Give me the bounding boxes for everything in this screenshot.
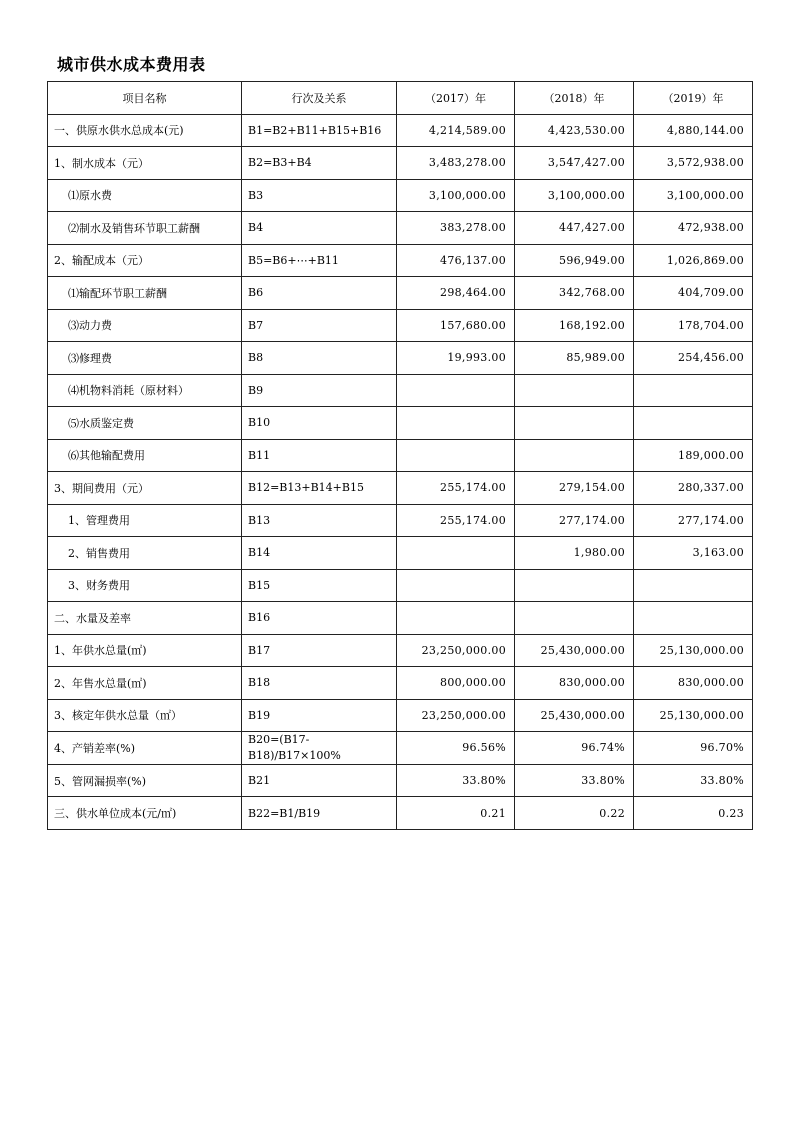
- value-2019: 4,880,144.00: [634, 114, 753, 147]
- line-code: B6: [242, 277, 397, 310]
- value-2018: 96.74%: [515, 732, 634, 765]
- line-code: B9: [242, 374, 397, 407]
- value-2018: [515, 569, 634, 602]
- value-2019: 280,337.00: [634, 472, 753, 505]
- value-2019: [634, 569, 753, 602]
- value-2019: 277,174.00: [634, 504, 753, 537]
- value-2017: 383,278.00: [397, 212, 515, 245]
- value-2017: 255,174.00: [397, 504, 515, 537]
- item-name: 1、年供水总量(㎡): [48, 634, 242, 667]
- item-name: ⑴输配环节职工薪酬: [48, 277, 242, 310]
- value-2018: 279,154.00: [515, 472, 634, 505]
- value-2018: 25,430,000.00: [515, 634, 634, 667]
- table-row: [48, 602, 753, 635]
- value-2018: [515, 439, 634, 472]
- item-name: 1、制水成本（元）: [48, 147, 242, 180]
- item-name: ⑵制水及销售环节职工薪酬: [48, 212, 242, 245]
- value-2018: 3,100,000.00: [515, 179, 634, 212]
- page-title: 城市供水成本费用表: [57, 55, 206, 74]
- table-row: [48, 537, 753, 570]
- value-2018: [515, 374, 634, 407]
- item-name: 一、供原水供水总成本(元): [48, 114, 242, 147]
- table-row: [48, 764, 753, 797]
- value-2017: 4,214,589.00: [397, 114, 515, 147]
- table-row: [48, 699, 753, 732]
- line-code: B1=B2+B11+B15+B16: [242, 114, 397, 147]
- value-2019: 33.80%: [634, 764, 753, 797]
- value-2017: 23,250,000.00: [397, 699, 515, 732]
- item-name: 3、期间费用（元）: [48, 472, 242, 505]
- value-2017: [397, 439, 515, 472]
- item-name: 3、核定年供水总量（㎡）: [48, 699, 242, 732]
- value-2017: [397, 407, 515, 440]
- value-2018: 0.22: [515, 797, 634, 830]
- table-row: [48, 472, 753, 505]
- value-2019: 3,163.00: [634, 537, 753, 570]
- value-2017: 0.21: [397, 797, 515, 830]
- value-2019: 1,026,869.00: [634, 244, 753, 277]
- table-row: [48, 732, 753, 765]
- item-name: 二、水量及差率: [48, 602, 242, 635]
- table-row: [48, 667, 753, 700]
- table-row: [48, 114, 753, 147]
- line-code: B5=B6+⋯+B11: [242, 244, 397, 277]
- value-2019: 0.23: [634, 797, 753, 830]
- value-2019: 472,938.00: [634, 212, 753, 245]
- item-name: ⑹其他输配费用: [48, 439, 242, 472]
- line-code: B21: [242, 764, 397, 797]
- value-2018: 277,174.00: [515, 504, 634, 537]
- value-2019: [634, 602, 753, 635]
- value-2018: 33.80%: [515, 764, 634, 797]
- table-row: [48, 309, 753, 342]
- value-2019: 189,000.00: [634, 439, 753, 472]
- item-name: 2、年售水总量(㎡): [48, 667, 242, 700]
- line-code: B12=B13+B14+B15: [242, 472, 397, 505]
- value-2018: [515, 602, 634, 635]
- item-name: 4、产销差率(%): [48, 732, 242, 765]
- value-2018: 342,768.00: [515, 277, 634, 310]
- header-year-2017: （2017）年: [397, 82, 515, 115]
- value-2017: 255,174.00: [397, 472, 515, 505]
- value-2019: 178,704.00: [634, 309, 753, 342]
- item-name: ⑶动力费: [48, 309, 242, 342]
- value-2017: 157,680.00: [397, 309, 515, 342]
- table-row: [48, 634, 753, 667]
- table-row: [48, 342, 753, 375]
- value-2018: 1,980.00: [515, 537, 634, 570]
- line-code: B17: [242, 634, 397, 667]
- table-row: [48, 147, 753, 180]
- value-2019: [634, 374, 753, 407]
- header-year-2018: （2018）年: [515, 82, 634, 115]
- value-2018: [515, 407, 634, 440]
- value-2019: 404,709.00: [634, 277, 753, 310]
- value-2017: [397, 537, 515, 570]
- table-row: [48, 244, 753, 277]
- table-row: [48, 212, 753, 245]
- item-name: ⑶修理费: [48, 342, 242, 375]
- cost-table: [47, 81, 753, 830]
- line-code: B22=B1/B19: [242, 797, 397, 830]
- value-2018: 447,427.00: [515, 212, 634, 245]
- value-2017: 19,993.00: [397, 342, 515, 375]
- item-name: ⑷机物料消耗（原材料）: [48, 374, 242, 407]
- table-row: [48, 277, 753, 310]
- table-row: [48, 407, 753, 440]
- line-code: B2=B3+B4: [242, 147, 397, 180]
- value-2018: 830,000.00: [515, 667, 634, 700]
- table-header-row: [48, 82, 753, 115]
- item-name: ⑸水质鉴定费: [48, 407, 242, 440]
- line-code: B13: [242, 504, 397, 537]
- value-2019: 25,130,000.00: [634, 699, 753, 732]
- value-2018: 4,423,530.00: [515, 114, 634, 147]
- item-name: 1、管理费用: [48, 504, 242, 537]
- item-name: 2、输配成本（元）: [48, 244, 242, 277]
- value-2018: 596,949.00: [515, 244, 634, 277]
- value-2018: 168,192.00: [515, 309, 634, 342]
- value-2017: [397, 374, 515, 407]
- value-2019: 830,000.00: [634, 667, 753, 700]
- table-row: [48, 439, 753, 472]
- value-2017: 3,100,000.00: [397, 179, 515, 212]
- header-line-relation: 行次及关系: [242, 82, 397, 115]
- value-2017: 3,483,278.00: [397, 147, 515, 180]
- value-2017: [397, 569, 515, 602]
- line-code: B18: [242, 667, 397, 700]
- item-name: ⑴原水费: [48, 179, 242, 212]
- value-2019: 3,572,938.00: [634, 147, 753, 180]
- item-name: 三、供水单位成本(元/㎡): [48, 797, 242, 830]
- value-2017: 298,464.00: [397, 277, 515, 310]
- value-2018: 85,989.00: [515, 342, 634, 375]
- item-name: 3、财务费用: [48, 569, 242, 602]
- line-code: B10: [242, 407, 397, 440]
- table-row: [48, 569, 753, 602]
- value-2019: 96.70%: [634, 732, 753, 765]
- line-code: B14: [242, 537, 397, 570]
- value-2019: 3,100,000.00: [634, 179, 753, 212]
- table-row: [48, 374, 753, 407]
- value-2017: 96.56%: [397, 732, 515, 765]
- line-code: B3: [242, 179, 397, 212]
- header-item-name: 项目名称: [48, 82, 242, 115]
- value-2019: 25,130,000.00: [634, 634, 753, 667]
- value-2018: 25,430,000.00: [515, 699, 634, 732]
- line-code: B16: [242, 602, 397, 635]
- value-2017: 800,000.00: [397, 667, 515, 700]
- table-row: [48, 504, 753, 537]
- value-2017: [397, 602, 515, 635]
- item-name: 2、销售费用: [48, 537, 242, 570]
- line-code: B11: [242, 439, 397, 472]
- table-row: [48, 797, 753, 830]
- value-2017: 23,250,000.00: [397, 634, 515, 667]
- line-code: B20=(B17-B18)/B17×100%: [242, 732, 397, 765]
- table-row: [48, 179, 753, 212]
- value-2017: 33.80%: [397, 764, 515, 797]
- line-code: B4: [242, 212, 397, 245]
- line-code: B8: [242, 342, 397, 375]
- line-code: B15: [242, 569, 397, 602]
- line-code: B19: [242, 699, 397, 732]
- value-2019: 254,456.00: [634, 342, 753, 375]
- line-code: B7: [242, 309, 397, 342]
- value-2018: 3,547,427.00: [515, 147, 634, 180]
- item-name: 5、管网漏损率(%): [48, 764, 242, 797]
- header-year-2019: （2019）年: [634, 82, 753, 115]
- value-2017: 476,137.00: [397, 244, 515, 277]
- value-2019: [634, 407, 753, 440]
